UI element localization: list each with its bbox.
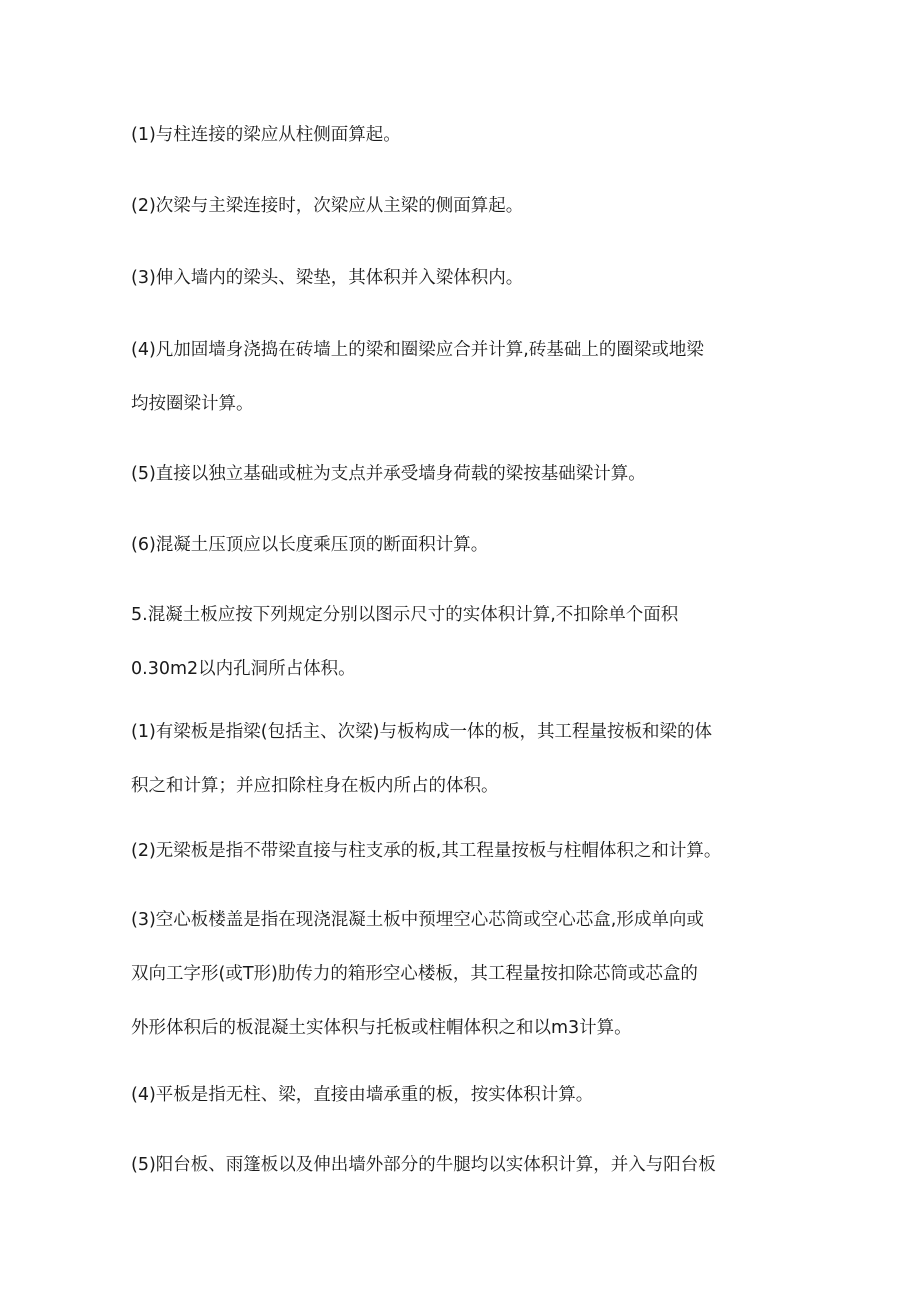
paragraph [131, 342, 811, 414]
text-line: (6)混凝土压顶应以长度乘压顶的断面积计算。 [131, 535, 489, 555]
text-line: 均按圈梁计算。 [131, 394, 254, 414]
text-line: 0.30m2以内孔洞所占体积。 [131, 659, 356, 679]
text-line: (2)次梁与主梁连接时，次梁应从主梁的侧面算起。 [131, 196, 524, 216]
paragraph [131, 537, 811, 555]
text-line: (5)阳台板、雨篷板以及伸出墙外部分的牛腿均以实体积计算，并入与阳台板 [131, 1155, 716, 1175]
paragraph [131, 127, 811, 145]
text-line: 积之和计算；并应扣除柱身在板内所占的体积。 [131, 776, 499, 796]
text-line: (5)直接以独立基础或桩为支点并承受墙身荷载的梁按基础梁计算。 [131, 464, 646, 484]
paragraph [131, 1087, 811, 1105]
text-line: (1)与柱连接的梁应从柱侧面算起。 [131, 125, 401, 145]
paragraph [131, 1157, 811, 1175]
paragraph [131, 912, 811, 1038]
paragraph [131, 607, 811, 679]
text-line: (2)无梁板是指不带梁直接与柱支承的板,其工程量按板与柱帽体积之和计算。 [131, 841, 722, 861]
paragraph [131, 466, 811, 484]
paragraph [131, 270, 811, 288]
paragraph [131, 198, 811, 216]
paragraph [131, 724, 811, 796]
text-line: (3)伸入墙内的梁头、梁垫，其体积并入梁体积内。 [131, 268, 524, 288]
text-line: (3)空心板楼盖是指在现浇混凝土板中预埋空心芯筒或空心芯盒,形成单向或 [131, 910, 704, 930]
text-line: (4)凡加固墙身浇捣在砖墙上的梁和圈梁应合并计算,砖基础上的圈梁或地梁 [131, 340, 704, 360]
paragraph [131, 843, 811, 861]
text-line: (1)有梁板是指梁(包括主、次梁)与板构成一体的板，其工程量按板和梁的体 [131, 722, 712, 742]
text-line: 双向工字形(或T形)肋传力的箱形空心楼板，其工程量按扣除芯筒或芯盒的 [131, 964, 698, 984]
text-line: 外形体积后的板混凝土实体积与托板或柱帽体积之和以m3计算。 [131, 1018, 632, 1038]
text-line: (4)平板是指无柱、梁，直接由墙承重的板，按实体积计算。 [131, 1085, 594, 1105]
text-line: 5.混凝土板应按下列规定分别以图示尺寸的实体积计算,不扣除单个面积 [131, 605, 679, 625]
